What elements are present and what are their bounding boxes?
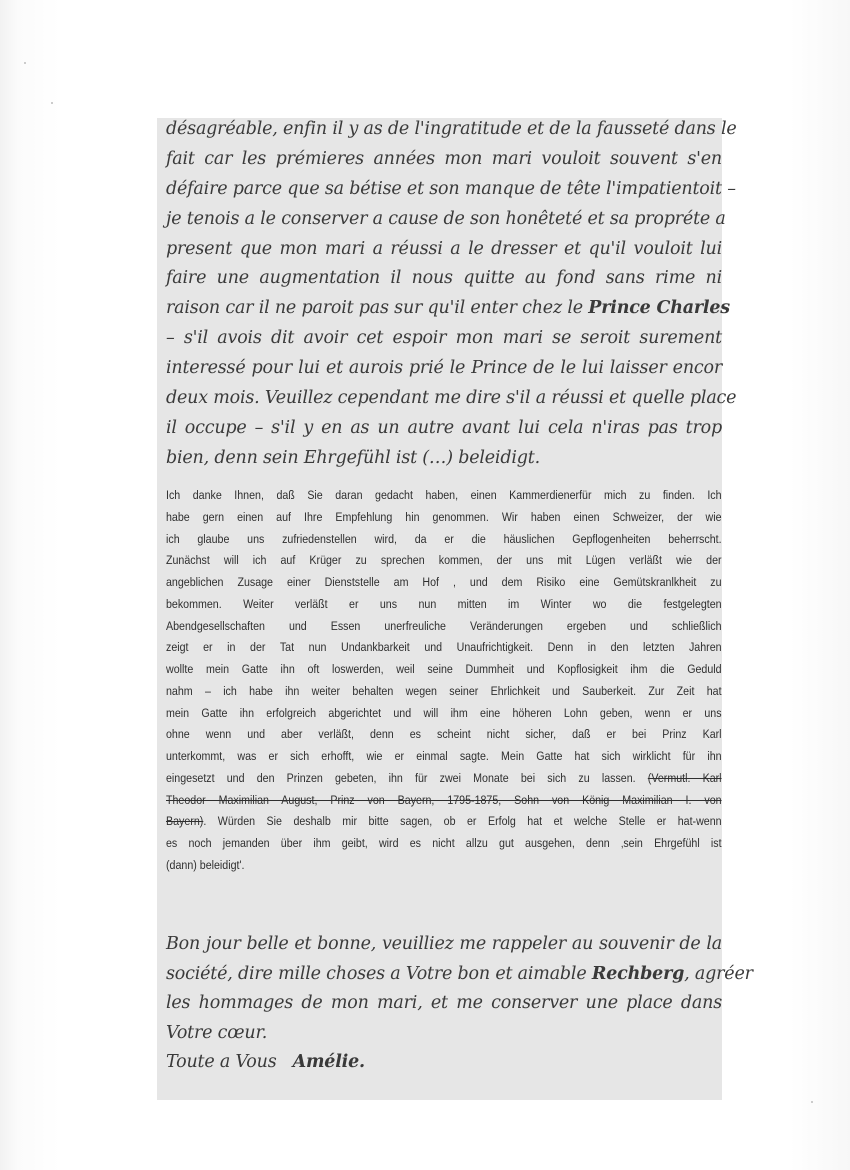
german-translation-paragraph <box>166 485 722 877</box>
french-line: present que mon mari a réussi a le dresser et qu'il vouloit lui <box>166 238 722 259</box>
german-line: wollte mein Gatte ihn oft loswerden, weil seine Dummheit und Kopflosigkeit ihm die Geduld <box>166 662 722 676</box>
german-line: ohne wenn und aber verläßt, denn es scheint nicht sicher, daß er bei Prinz Karl <box>166 727 722 742</box>
german-line: (dann) beleidigt'. <box>166 857 245 872</box>
german-line: es noch jemanden über ihm geibt, wird es nicht allzu gut ausgehen, denn ‚sein Ehrgefühl ist <box>166 836 722 850</box>
german-line: bekommen. Weiter verläßt er uns nun mitten im Winter wo die festgelegten <box>166 596 722 611</box>
german-line: unterkommt, was er sich erhofft, wie er einmal sagte. Mein Gatte hat sich wirklicht für ihn <box>166 749 722 763</box>
struck-note: (Vermutl. Karl <box>647 770 722 785</box>
french-line: interessé pour lui et aurois prié le Prince de le lui laisser encor <box>166 358 722 379</box>
german-line: angeblichen Zusage einer Dienststelle am Hof , und dem Risiko eine Gemütskranlkheit zu <box>166 575 722 589</box>
paper-speck <box>51 102 53 104</box>
french-line: les hommages de mon mari, et me conserver une place dans <box>166 993 722 1013</box>
german-line: Ich danke Ihnen, daß Sie daran gedacht haben, einen Kammerdienerfür mich zu finden. Ich <box>166 488 722 502</box>
paper-speck <box>811 1101 813 1103</box>
german-line: habe gern einen auf Ihre Empfehlung hin genommen. Wir haben einen Schweizer, der wie <box>166 509 722 524</box>
french-line: faire une augmentation il nous quitte au fond sans rime ni <box>166 268 722 289</box>
german-line: zeigt er in der Tat nun Undankbarkeit und Unaufrichtigkeit. Denn in den letzten Jahren <box>166 640 722 655</box>
german-line: Zunächst will ich auf Krüger zu sprechen kommen, der uns mit Lügen verläßt wie der <box>166 553 722 568</box>
prince-charles-name: Prince Charles <box>588 298 730 319</box>
french-line: je tenois a le conserver a cause de son honêteté et sa propréte a <box>166 208 726 229</box>
french-intro-paragraph <box>166 115 737 474</box>
french-line-text: société, dire mille choses a Votre bon et aimable <box>166 963 587 984</box>
french-line: Bon jour belle et bonne, veuilliez me rappeler au souvenir de la <box>166 934 722 954</box>
german-line-text: . Würden Sie deshalb mir bitte sagen, ob er Erfolg hat et welche Stelle er hat-wenn <box>203 814 722 829</box>
french-line: Votre cœur. <box>166 1022 268 1043</box>
rechberg-name: Rechberg <box>591 963 685 984</box>
french-line: bien, denn sein Ehrgefühl ist (…) beleidigt. <box>166 447 540 468</box>
french-line: désagréable, enfin il y as de l'ingratitude et de la fausseté dans le <box>166 119 737 139</box>
signoff-text: Toute a Vous <box>166 1052 277 1072</box>
french-line: deux mois. Veuillez cependant me dire s'il a réussi et quelle place <box>166 388 737 409</box>
german-line-text: eingesetzt und den Prinzen gebeten, ihn für zwei Monate bei sich zu lassen. <box>166 770 636 785</box>
struck-note-line: Theodor Maximilian August, Prinz von Bayern, 1795-1875, Sohn von König Maximilian I. von <box>166 792 722 807</box>
german-line <box>166 768 722 790</box>
signoff-line <box>166 1048 722 1078</box>
french-line: il occupe – s'il y en as un autre avant lui cela n'iras pas trop <box>166 417 722 438</box>
french-line: défaire parce que sa bétise et son manque de tête l'impatientoit – <box>166 178 736 199</box>
paper-speck <box>24 62 26 64</box>
german-line <box>166 811 722 833</box>
french-line-text: , agréer <box>684 963 753 984</box>
german-line: mein Gatte ihn erfolgreich abgerichtet und will ihm eine höheren Lohn geben, wenn er uns <box>166 705 722 720</box>
french-line: – s'il avois dit avoir cet espoir mon mari se seroit surement <box>166 328 722 349</box>
french-line-text: raison car il ne paroit pas sur qu'il enter chez le <box>166 298 583 319</box>
struck-note: Bayern) <box>166 814 204 829</box>
german-line: nahm – ich habe ihn weiter behalten wegen seiner Ehrlichkeit und Sauberkeit. Zur Zeit hat <box>166 683 722 698</box>
german-line: ich glaube uns zufriedenstellen wird, da er die häuslichen Gepflogenheiten beherrscht. <box>166 531 722 546</box>
french-line: fait car les prémieres années mon mari vouloit souvent s'en <box>166 148 722 169</box>
french-line <box>166 294 730 324</box>
french-line <box>166 960 753 990</box>
french-closing-paragraph <box>166 930 753 1078</box>
german-line: Abendgesellschaften und Essen unerfreuliche Veränderungen ergeben und schließlich <box>166 618 722 633</box>
signature: Amélie. <box>292 1052 365 1072</box>
